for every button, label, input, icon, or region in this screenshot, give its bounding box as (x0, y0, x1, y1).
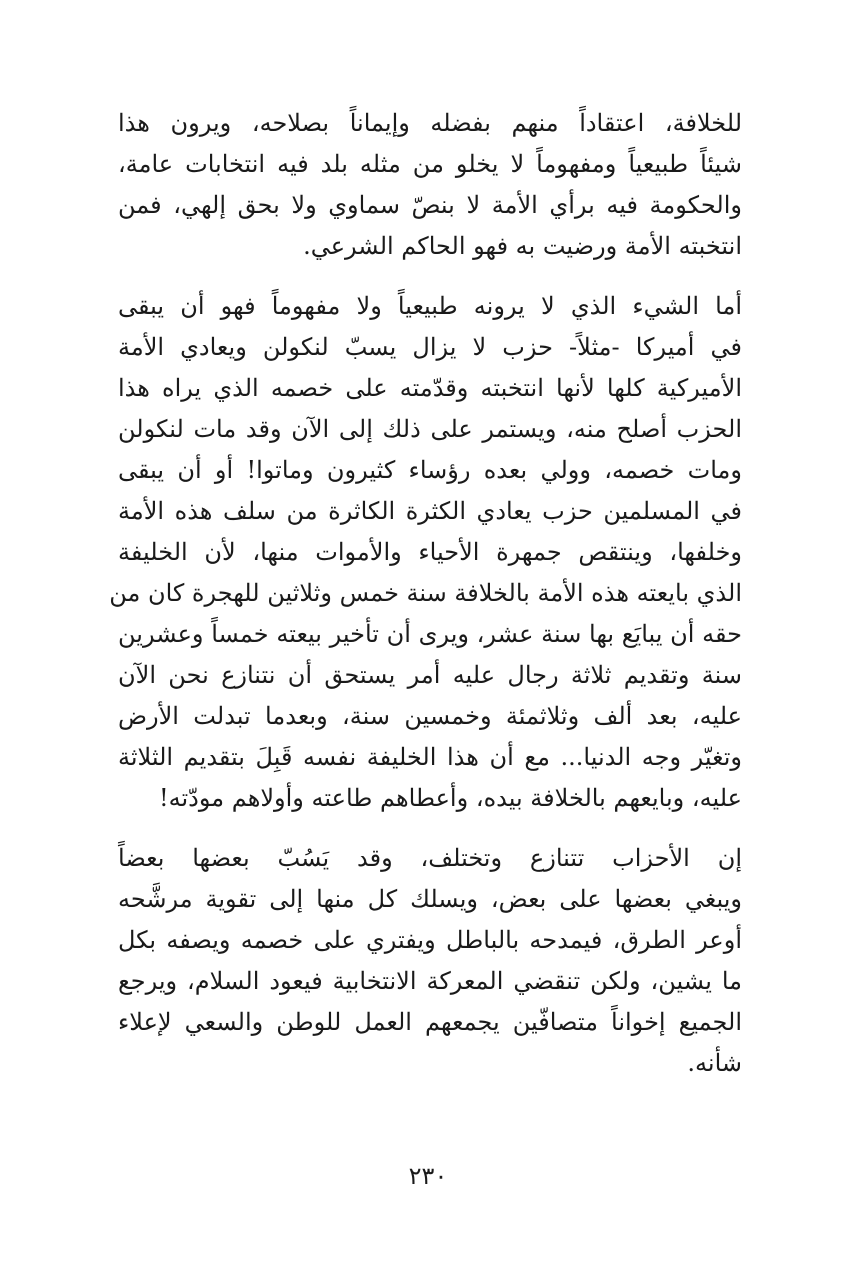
text-line: ويبغي بعضها على بعض، ويسلك كل منها إلى تقوية مرشَّحه (118, 885, 742, 913)
text-line: الأميركية كلها لأنها انتخبته وقدّمته على خصمه الذي يراه هذا (118, 374, 742, 402)
text-line: في أميركا -مثلاً- حزب لا يزال يسبّ لنكولن ويعادي الأمة (118, 333, 742, 361)
text-line: الحزب أصلح منه، ويستمر على ذلك إلى الآن وقد مات لنكولن (118, 415, 742, 443)
text-line: عليه، وبايعهم بالخلافة بيده، وأعطاهم طاعته وأولاهم مودّته! (158, 784, 742, 812)
text-line: عليه، بعد ألف وثلاثمئة وخمسين سنة، وبعدما تبدلت الأرض (118, 702, 742, 730)
page-number: ٢٣٠ (408, 1162, 448, 1190)
text-line: حقه أن يبايَع بها سنة عشر، ويرى أن تأخير بيعته خمساً وعشرين (118, 620, 742, 648)
text-line: ما يشين، ولكن تنقضي المعركة الانتخابية فيعود السلام، ويرجع (118, 967, 742, 995)
text-line: وخلفها، وينتقص جمهرة الأحياء والأموات منها، لأن الخليفة (118, 538, 742, 566)
text-line: ومات خصمه، وولي بعده رؤساء كثيرون وماتوا! أو أن يبقى (118, 456, 742, 484)
paragraph-2 (109, 286, 742, 819)
text-line: انتخبته الأمة ورضيت به فهو الحاكم الشرعي. (303, 232, 742, 260)
text-line: في المسلمين حزب يعادي الكثرة الكاثرة من سلف هذه الأمة (118, 497, 742, 525)
paragraph-3 (118, 838, 742, 1084)
paragraph-1 (118, 103, 742, 267)
text-line: شيئاً طبيعياً ومفهوماً لا يخلو من مثله بلد فيه انتخابات عامة، (118, 150, 742, 178)
text-line: الجميع إخواناً متصافّين يجمعهم العمل للوطن والسعي لإعلاء (118, 1008, 742, 1036)
text-line: للخلافة، اعتقاداً منهم بفضله وإيماناً بصلاحه، ويرون هذا (118, 109, 742, 137)
page-body (109, 103, 742, 1163)
text-line: وتغيّر وجه الدنيا... مع أن هذا الخليفة نفسه قَبِلَ بتقديم الثلاثة (118, 743, 742, 771)
text-line: الذي بايعته هذه الأمة بالخلافة سنة خمس وثلاثين للهجرة كان من (109, 579, 742, 607)
text-line: أما الشيء الذي لا يرونه طبيعياً ولا مفهوماً فهو أن يبقى (118, 292, 742, 320)
text-line: إن الأحزاب تتنازع وتختلف، وقد يَسُبّ بعضها بعضاً (118, 844, 742, 872)
text-line: والحكومة فيه برأي الأمة لا بنصّ سماوي ولا بحق إلهي، فمن (118, 191, 742, 219)
text-line: شأنه. (687, 1049, 742, 1077)
text-line: سنة وتقديم ثلاثة رجال عليه أمر يستحق أن نتنازع نحن الآن (118, 661, 742, 689)
text-line: أوعر الطرق، فيمدحه بالباطل ويفتري على خصمه ويصفه بكل (118, 926, 742, 954)
